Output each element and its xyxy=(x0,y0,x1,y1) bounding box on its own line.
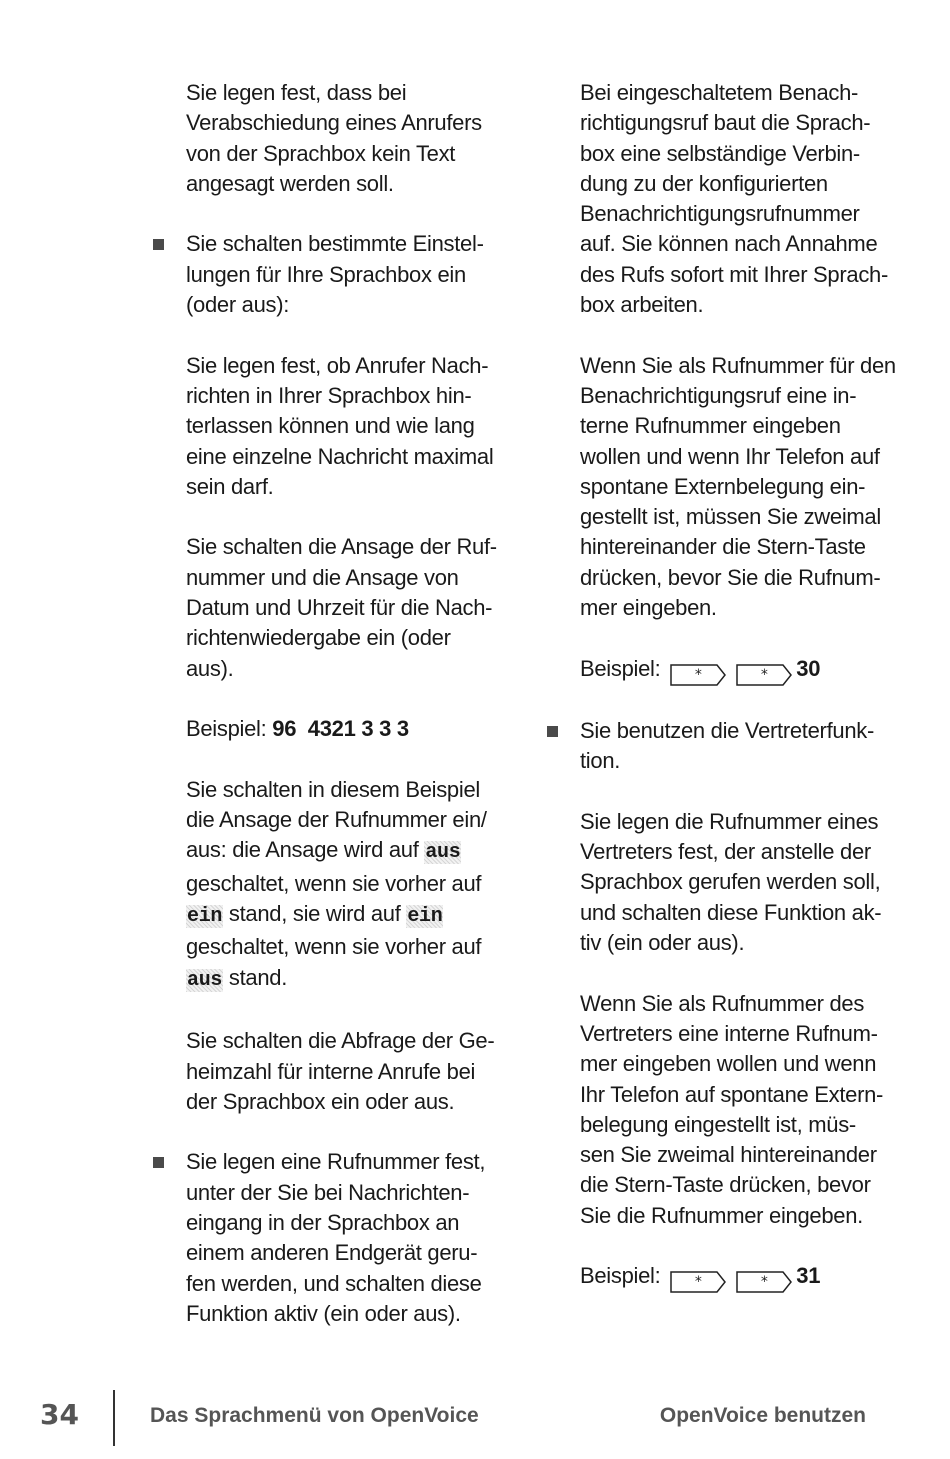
text-fragment: stand, sie wird auf xyxy=(223,901,407,927)
paragraph-substitute-internal xyxy=(580,989,910,1231)
key-label: * xyxy=(694,666,702,683)
text-line: hintereinander die Stern-Taste xyxy=(580,534,866,560)
key-label: * xyxy=(694,1274,702,1291)
text-line: Wenn Sie als Rufnummer für den xyxy=(580,352,896,378)
text-line xyxy=(186,899,516,932)
example-label: Beispiel: xyxy=(186,716,267,742)
paragraph-message-length xyxy=(186,351,516,502)
text-line: sein darf. xyxy=(186,473,274,499)
paragraph-internal-number xyxy=(580,351,910,624)
text-line: spontane Externbelegung ein- xyxy=(580,473,866,499)
text-line: Benachrichtigungsruf eine in- xyxy=(580,382,857,408)
text-line: einem anderen Endgerät geru- xyxy=(186,1240,478,1266)
text-line: sen Sie zweimal hintereinander xyxy=(580,1142,877,1168)
text-line: tiv (ein oder aus). xyxy=(580,930,745,956)
paragraph-no-greeting xyxy=(186,78,516,199)
text-line: Funktion aktiv (ein oder aus). xyxy=(186,1300,461,1326)
text-line: gestellt ist, müssen Sie zweimal xyxy=(580,504,881,530)
text-line: aus). xyxy=(186,655,234,681)
text-line: die Ansage der Rufnummer ein/ xyxy=(186,807,487,833)
text-line: Datum und Uhrzeit für die Nach- xyxy=(186,595,493,621)
text-line: terne Rufnummer eingeben xyxy=(580,413,841,439)
star-key-icon xyxy=(670,664,726,686)
text-line: mer eingeben wollen und wenn xyxy=(580,1051,877,1077)
text-line: belegung eingestellt ist, müs- xyxy=(580,1111,856,1137)
text-line: richtigungsruf baut die Sprach- xyxy=(580,110,871,136)
example-text xyxy=(580,654,910,686)
key-label: * xyxy=(760,666,768,683)
example-line xyxy=(580,654,910,686)
text-line: Sie legen fest, dass bei xyxy=(186,80,407,105)
page-footer xyxy=(0,1390,950,1450)
example-line xyxy=(186,714,516,744)
text-line: Sie schalten die Ansage der Ruf- xyxy=(186,534,497,560)
text-line: Sie legen fest, ob Anrufer Nach- xyxy=(186,352,489,378)
text-line: drücken, bevor Sie die Rufnum- xyxy=(580,564,881,590)
example-text xyxy=(580,1261,910,1293)
text-line: Sie schalten bestimmte Einstel- xyxy=(186,231,484,257)
page-number: 34 xyxy=(40,1398,79,1431)
display-text-aus: aus xyxy=(187,968,223,992)
bullet-item-settings xyxy=(186,229,516,320)
text-line xyxy=(186,835,516,868)
text-line: nummer und die Ansage von xyxy=(186,564,459,590)
paragraph-notification-call xyxy=(580,78,910,320)
text-line: mer eingeben. xyxy=(580,595,717,621)
text-line: box arbeiten. xyxy=(580,292,704,318)
example-value: 96 4321 3 3 3 xyxy=(272,716,409,742)
example-value: 31 xyxy=(796,1263,821,1289)
text-line: lungen für Ihre Sprachbox ein xyxy=(186,261,466,287)
example-label: Beispiel: xyxy=(580,655,661,681)
text-line: auf. Sie können nach Annahme xyxy=(580,231,878,257)
text-line: terlassen können und wie lang xyxy=(186,413,475,439)
text-fragment: aus: die Ansage wird auf xyxy=(186,837,425,863)
text-line: fen werden, und schalten diese xyxy=(186,1270,482,1296)
bullet-item-notification-number xyxy=(186,1147,516,1329)
star-key-icon xyxy=(670,1271,726,1293)
text-line: eingang in der Sprachbox an xyxy=(186,1209,460,1235)
text-line: Sie schalten in diesem Beispiel xyxy=(186,776,480,802)
text-line: box eine selbständige Verbin- xyxy=(580,140,860,166)
text-line: die Stern-Taste drücken, bevor xyxy=(580,1172,871,1198)
bullet-item-substitute xyxy=(580,716,910,777)
section-title: Das Sprachmenü von OpenVoice xyxy=(150,1404,479,1427)
text-fragment: stand. xyxy=(223,964,288,990)
key-label: * xyxy=(760,1274,768,1291)
text-line xyxy=(186,963,516,996)
star-key-icon xyxy=(736,664,792,686)
text-line: Sie die Rufnummer eingeben. xyxy=(580,1202,863,1228)
paragraph-substitute-number xyxy=(580,807,910,958)
footer-divider xyxy=(113,1390,115,1446)
text-line: Vertreters eine interne Rufnum- xyxy=(580,1020,878,1046)
display-text-ein: ein xyxy=(407,905,443,929)
star-key-icon xyxy=(736,1271,792,1293)
text-line: Wenn Sie als Rufnummer des xyxy=(580,990,865,1016)
text-line: richtenwiedergabe ein (oder xyxy=(186,625,451,651)
text-line: geschaltet, wenn sie vorher auf xyxy=(186,870,482,896)
chapter-title: OpenVoice benutzen xyxy=(659,1404,866,1427)
example-value: 30 xyxy=(796,655,821,681)
bullet-square-icon xyxy=(547,726,558,737)
text-line: Sie benutzen die Vertreterfunk- xyxy=(580,717,874,743)
text-line: von der Sprachbox kein Text xyxy=(186,140,456,166)
text-line: (oder aus): xyxy=(186,292,290,318)
right-column xyxy=(580,78,910,1324)
text-line: Sprachbox gerufen werden soll, xyxy=(580,869,881,895)
display-text-ein: ein xyxy=(187,905,223,929)
text-line: Sie legen eine Rufnummer fest, xyxy=(186,1149,486,1175)
bullet-square-icon xyxy=(153,239,164,250)
text-line: heimzahl für interne Anrufe bei xyxy=(186,1058,476,1084)
text-line: der Sprachbox ein oder aus. xyxy=(186,1088,455,1114)
text-line: Verabschiedung eines Anrufers xyxy=(186,110,482,136)
text-line: tion. xyxy=(580,748,621,774)
text-line: des Rufs sofort mit Ihrer Sprach- xyxy=(580,261,888,287)
text-line: geschaltet, wenn sie vorher auf xyxy=(186,934,482,960)
paragraph-toggle-example xyxy=(186,775,516,996)
display-text-aus: aus xyxy=(425,841,461,865)
text-line: eine einzelne Nachricht maximal xyxy=(186,443,494,469)
text-line: Ihr Telefon auf spontane Extern- xyxy=(580,1081,884,1107)
text-line: unter der Sie bei Nachrichten- xyxy=(186,1179,470,1205)
example-line xyxy=(580,1261,910,1293)
text-line: Bei eingeschaltetem Benach- xyxy=(580,80,859,105)
text-line: wollen und wenn Ihr Telefon auf xyxy=(580,443,880,469)
bullet-square-icon xyxy=(153,1157,164,1168)
text-line: Sie schalten die Abfrage der Ge- xyxy=(186,1028,495,1054)
text-line: richten in Ihrer Sprachbox hin- xyxy=(186,382,472,408)
example-text xyxy=(186,714,516,744)
text-line: angesagt werden soll. xyxy=(186,170,394,196)
left-column xyxy=(186,78,516,1359)
text-line: und schalten diese Funktion ak- xyxy=(580,899,882,925)
text-line: Benachrichtigungsrufnummer xyxy=(580,201,860,227)
paragraph-pin-query xyxy=(186,1026,516,1117)
paragraph-announcement xyxy=(186,532,516,683)
text-line: Vertreters fest, der anstelle der xyxy=(580,839,871,865)
example-label: Beispiel: xyxy=(580,1263,661,1289)
text-line: dung zu der konfigurierten xyxy=(580,170,828,196)
text-line: Sie legen die Rufnummer eines xyxy=(580,808,879,834)
